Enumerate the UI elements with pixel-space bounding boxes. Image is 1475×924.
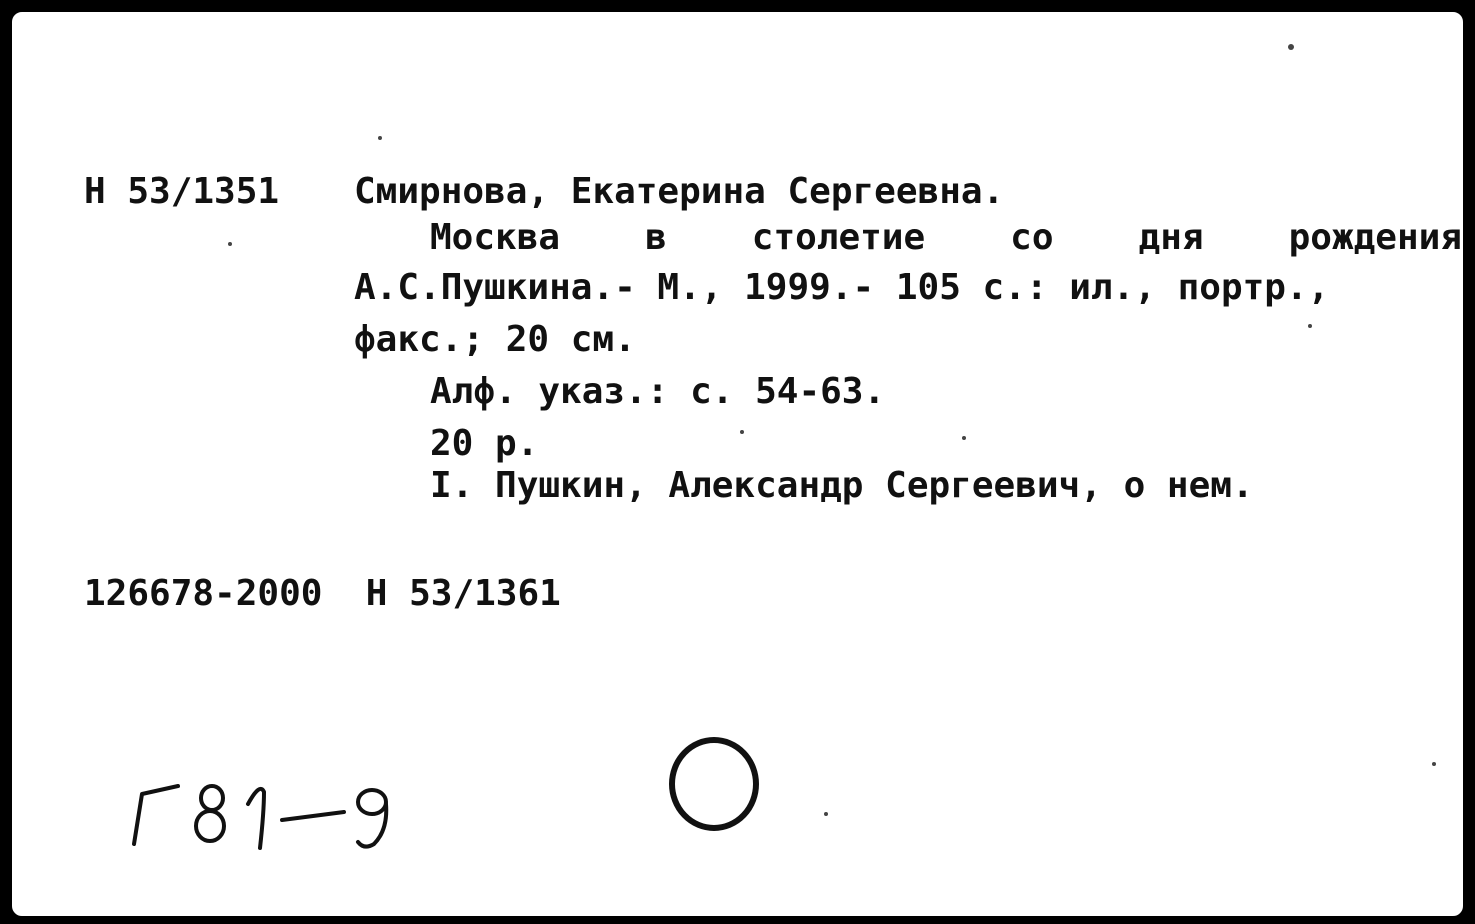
accession-number: 126678-2000 Н 53/1361	[84, 573, 561, 614]
speck	[824, 812, 828, 816]
shelfmark: Н 53/1351	[84, 171, 280, 212]
speck	[740, 430, 744, 434]
author-heading: Смирнова, Екатерина Сергеевна.	[354, 171, 1005, 212]
speck	[1308, 324, 1312, 328]
speck	[1432, 762, 1436, 766]
title-word: дня	[1138, 217, 1204, 258]
imprint-line: А.С.Пушкина.- М., 1999.- 105 с.: ил., портр.,	[354, 267, 1330, 308]
price: 20 р.	[430, 423, 539, 464]
catalog-card	[8, 8, 1467, 920]
title-word: Москва	[430, 217, 561, 258]
title-word: столетие	[751, 217, 926, 258]
speck	[228, 242, 232, 246]
index-note: Алф. указ.: с. 54-63.	[430, 371, 886, 412]
title-line	[430, 218, 1462, 258]
speck	[1288, 44, 1294, 50]
handwritten-code	[112, 772, 412, 862]
speck	[962, 436, 966, 440]
punch-hole-circle	[666, 734, 762, 834]
title-word: в	[645, 217, 667, 258]
title-word: рождения	[1288, 217, 1462, 258]
physical-description: факс.; 20 см.	[354, 319, 636, 360]
title-word: со	[1010, 217, 1054, 258]
speck	[378, 136, 382, 140]
subject-heading: I. Пушкин, Александр Сергеевич, о нем.	[430, 465, 1254, 506]
